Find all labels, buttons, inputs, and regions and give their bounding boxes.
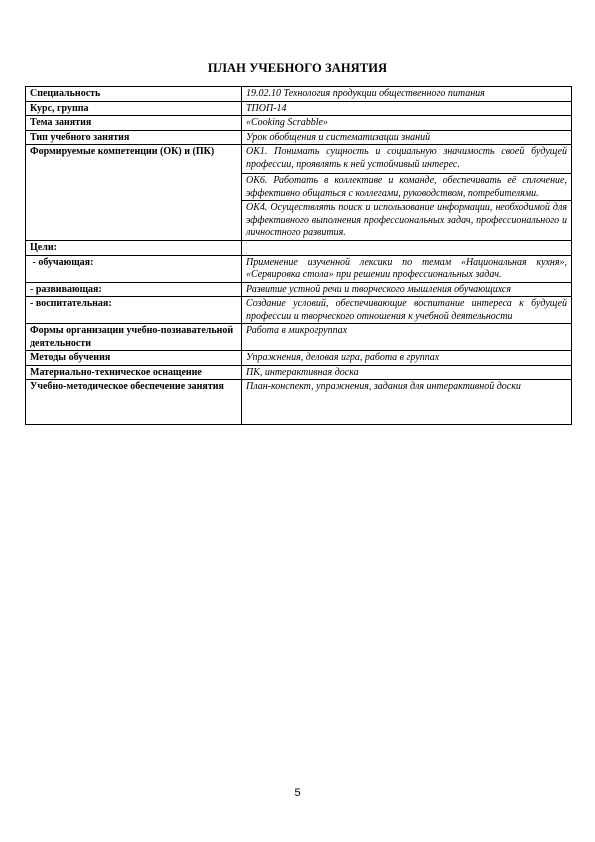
table-row	[26, 324, 572, 351]
row-value-educational-goal: Создание условий, обеспечивающие воспитание интереса к будущей профессии и творческого отношения к учебной деятельности	[242, 297, 572, 324]
lesson-plan-table	[25, 86, 572, 425]
row-label-equipment: Материально-техническое оснащение	[26, 365, 242, 380]
row-label-course: Курс, группа	[26, 101, 242, 116]
table-row	[26, 297, 572, 324]
row-label-methods: Методы обучения	[26, 351, 242, 366]
row-label-developing-goal: - развивающая:	[26, 282, 242, 297]
row-value-forms: Работа в микрогруппах	[242, 324, 572, 351]
table-row	[26, 130, 572, 145]
row-label-educational-goal: - воспитательная:	[26, 297, 242, 324]
table-row	[26, 255, 572, 282]
table-row	[26, 365, 572, 380]
row-label-teaching-goal: - обучающая:	[26, 255, 242, 282]
row-label-lesson-type: Тип учебного занятия	[26, 130, 242, 145]
row-value-developing-goal: Развитие устной речи и творческого мышления обучающихся	[242, 282, 572, 297]
page-title: ПЛАН УЧЕБНОГО ЗАНЯТИЯ	[207, 61, 388, 75]
row-label-competencies: Формируемые компетенции (ОК) и (ПК)	[26, 145, 242, 241]
row-value-course: ТПОП-14	[242, 101, 572, 116]
row-label-forms: Формы организации учебно-познавательной деятельности	[26, 324, 242, 351]
row-value-support: План-конспект, упражнения, задания для интерактивной доски	[242, 380, 572, 425]
table-row	[26, 351, 572, 366]
row-value-equipment: ПК, интерактивная доска	[242, 365, 572, 380]
row-value-specialty: 19.02.10 Технология продукции общественного питания	[242, 87, 572, 102]
row-value-lesson-type: Урок обобщения и систематизации знаний	[242, 130, 572, 145]
table-row	[26, 87, 572, 102]
row-label-goals: Цели:	[26, 240, 242, 255]
competency-ok4: ОК4. Осуществлять поиск и использование информации, необходимой для эффективного выполнения профессиональных задач, профессионального и личностного развития.	[242, 201, 572, 241]
page-number: 5	[294, 787, 301, 799]
row-value-methods: Упражнения, деловая игра, работа в группах	[242, 351, 572, 366]
row-value-teaching-goal: Применение изученной лексики по темам «Национальная кухня», «Сервировка стола» при решении профессиональных задач.	[242, 255, 572, 282]
table-row	[26, 380, 572, 425]
competency-ok6: ОК6. Работать в коллективе и команде, обеспечивать её сплочение, эффективно общаться с коллегами, руководством, потребителями.	[242, 174, 572, 201]
table-row	[26, 282, 572, 297]
table-row	[26, 145, 572, 174]
row-label-topic: Тема занятия	[26, 116, 242, 131]
competency-ok1: ОК1. Понимать сущность и социальную значимость своей будущей профессии, проявлять к ней устойчивый интерес.	[242, 145, 572, 174]
table-row	[26, 116, 572, 131]
row-label-support: Учебно-методическое обеспечение занятия	[26, 380, 242, 425]
row-value-topic: «Cooking Scrabble»	[242, 116, 572, 131]
table-row	[26, 101, 572, 116]
row-label-specialty: Специальность	[26, 87, 242, 102]
row-value-goals	[242, 240, 572, 255]
table-row	[26, 240, 572, 255]
